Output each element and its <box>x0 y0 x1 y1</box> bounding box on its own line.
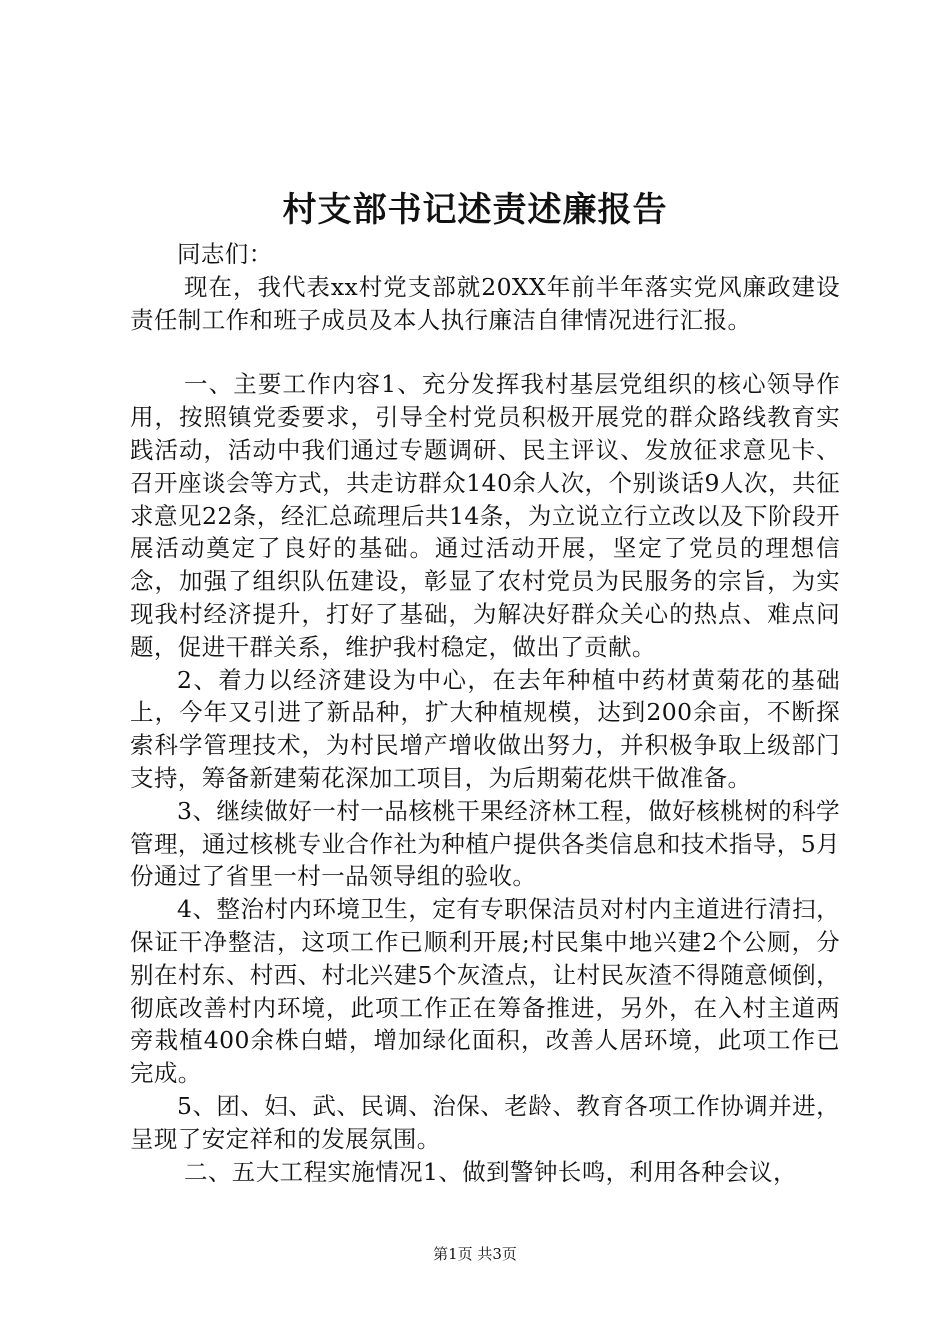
paragraph-item-5: 5、团、妇、武、民调、治保、老龄、教育各项工作协调并进，呈现了安定祥和的发展氛围。 <box>130 1091 840 1153</box>
paragraph-item-4: 4、整治村内环境卫生，定有专职保洁员对村内主道进行清扫，保证干净整洁，这项工作已顺利开展;村民集中地兴建2个公厕，分别在村东、村西、村北兴建5个灰渣点，让村民灰渣不得随意倾倒，彻底改善村内环境，此项工作正在筹备推进，另外，在入村主道两旁栽植400余株白蜡，增加绿化面积，改善人居环境，此项工作已完成。 <box>130 895 840 1088</box>
salutation: 同志们： <box>177 240 273 268</box>
document-body <box>130 238 840 1188</box>
paragraph-item-3: 3、继续做好一村一品核桃干果经济林工程，做好核桃树的科学管理，通过核桃专业合作社为种植户提供各类信息和技术指导，5月份通过了省里一村一品领导组的验收。 <box>130 796 840 891</box>
page-number-footer: 第1页 共3页 <box>433 1245 517 1263</box>
document-title: 村支部书记述责述廉报告 <box>282 190 668 230</box>
paragraph-section-one: 一、主要工作内容1、充分发挥我村基层党组织的核心领导作用，按照镇党委要求，引导全村党员积极开展党的群众路线教育实践活动，活动中我们通过专题调研、民主评议、发放征求意见卡、召开座谈会等方式，共走访群众140余人次，个别谈话9人次，共征求意见22条，经汇总疏理后共14条，为立说立行立改以及下阶段开展活动奠定了良好的基础。通过活动开展，坚定了党员的理想信念，加强了组织队伍建设，彰显了农村党员为民服务的宗旨，为实现我村经济提升，打好了基础，为解决好群众关心的热点、难点问题，促进干群关系，维护我村稳定，做出了贡献。 <box>130 370 840 661</box>
paragraph-item-2: 2、着力以经济建设为中心，在去年种植中药材黄菊花的基础上，今年又引进了新品种，扩大种植规模，达到200余亩，不断探索科学管理技术，为村民增产增收做出努力，并积极争取上级部门支持，筹备新建菊花深加工项目，为后期菊花烘干做准备。 <box>130 665 840 792</box>
paragraph-section-two: 二、五大工程实施情况1、做到警钟长鸣，利用各种会议， <box>184 1157 797 1186</box>
paragraph-intro: 现在，我代表xx村党支部就20XX年前半年落实党风廉政建设责任制工作和班子成员及本人执行廉洁自律情况进行汇报。 <box>130 272 840 334</box>
